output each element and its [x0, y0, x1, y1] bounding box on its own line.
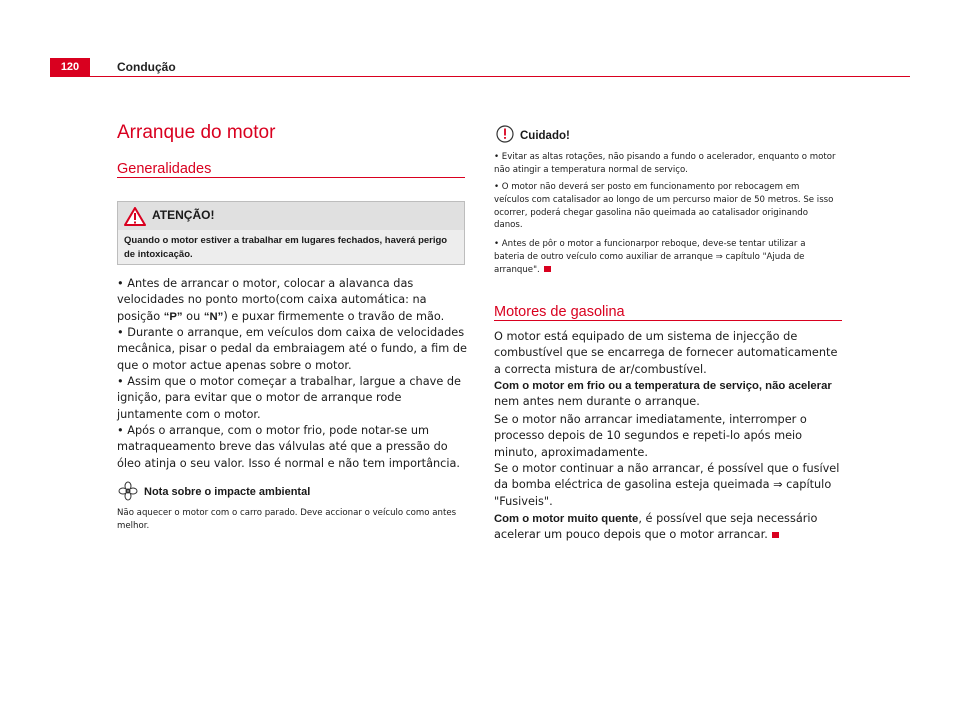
paragraph-retry: Se o motor não arrancar imediatamente, interromper o processo depois de 10 segundos e repeti-lo após meio minuto, aproximadamente.: [494, 413, 807, 459]
caution-battery-text: • Antes de pôr o motor a funcionarpor reboque, deve-se tentar utilizar a bateria de outro veículo como auxiliar de arranque ⇒ capítulo "Ajuda de arranque".: [494, 239, 806, 275]
warning-title: ATENÇÃO!: [152, 208, 215, 222]
cold-engine-emphasis: Com o motor em frio ou a temperatura de serviço, não acelerar: [494, 380, 832, 392]
warning-text: Quando o motor estiver a trabalhar em lugares fechados, haverá perigo de intoxicação.: [124, 235, 448, 260]
end-mark: [544, 266, 551, 272]
environment-note-title: Nota sobre o impacte ambiental: [144, 486, 311, 498]
section-title-generalidades: Generalidades: [117, 161, 212, 177]
paragraph-hot-engine: [494, 511, 846, 544]
environment-note-text: Não aquecer o motor com o carro parado. Deve accionar o veículo como antes melhor.: [117, 508, 457, 531]
chapter-title: Condução: [117, 60, 176, 74]
hot-engine-rest: , é possível que seja necessário acelerar um pouco depois que o motor arrancar.: [494, 512, 818, 542]
paragraph-cold-engine: [494, 378, 846, 411]
position-p: “P”: [163, 310, 183, 323]
paragraph-ignition-key: • Assim que o motor começar a trabalhar, largue a chave de ignição, para evitar que o motor de arranque rode juntamente com o motor.: [117, 375, 461, 421]
text-after: ) e puxar firmemente o travão de mão.: [223, 309, 445, 323]
hot-engine-emphasis: Com o motor muito quente: [494, 513, 639, 525]
caution-towing: • O motor não deverá ser posto em funcionamento por rebocagem em veículos com catalisador ao longo de um percurso maior de 50 metros. Se isso ocorrer, poderá chegar gasolina não queimada ao catalisador originando danos.: [494, 182, 834, 231]
caution-rpm: • Evitar as altas rotações, não pisando a fundo o acelerador, enquanto o motor não atingir a temperatura normal de serviço.: [494, 152, 836, 175]
text-before: • Antes de arrancar o motor, colocar a alavanca das velocidades no ponto morto(com caixa automática: na posição: [117, 277, 427, 323]
warning-header: [118, 202, 464, 230]
section-title-gasolina: Motores de gasolina: [494, 304, 625, 320]
text-mid: ou: [182, 309, 204, 323]
paragraph-fuse: Se o motor continuar a não arrancar, é possível que o fusível da bomba eléctrica de gasolina esteja queimada ⇒ capítulo "Fusiveis".: [494, 462, 840, 508]
page-title: Arranque do motor: [117, 122, 276, 143]
paragraph-neutral: [117, 276, 469, 325]
environment-flower-icon: [118, 481, 138, 501]
end-mark: [772, 532, 779, 538]
paragraph-injection: O motor está equipado de um sistema de injecção de combustível que se encarrega de fornecer automaticamente a correcta mistura de ar/combustível.: [494, 330, 838, 376]
section-rule-right: [494, 320, 842, 321]
paragraph-valves: • Após o arranque, com o motor frio, pode notar-se um matraqueamento breve das válvulas até que a pressão do óleo atinja o seu valor. Isso é normal e não tem importância.: [117, 424, 461, 470]
caution-title: Cuidado!: [520, 130, 570, 142]
warning-triangle-icon: [124, 207, 146, 226]
position-n: “N”: [203, 310, 224, 323]
cold-engine-rest: nem antes nem durante o arranque.: [494, 395, 700, 409]
paragraph-clutch: • Durante o arranque, em veículos dom caixa de velocidades mecânica, pisar o pedal da embraiagem até o fundo, a fim de que o motor actue apenas sobre o motor.: [117, 326, 467, 372]
caution-exclamation-icon: [496, 125, 514, 143]
header-rule: [50, 76, 910, 77]
section-rule: [117, 177, 465, 178]
warning-box: [117, 201, 465, 265]
page-number: 120: [50, 58, 90, 76]
caution-battery: [494, 238, 836, 276]
